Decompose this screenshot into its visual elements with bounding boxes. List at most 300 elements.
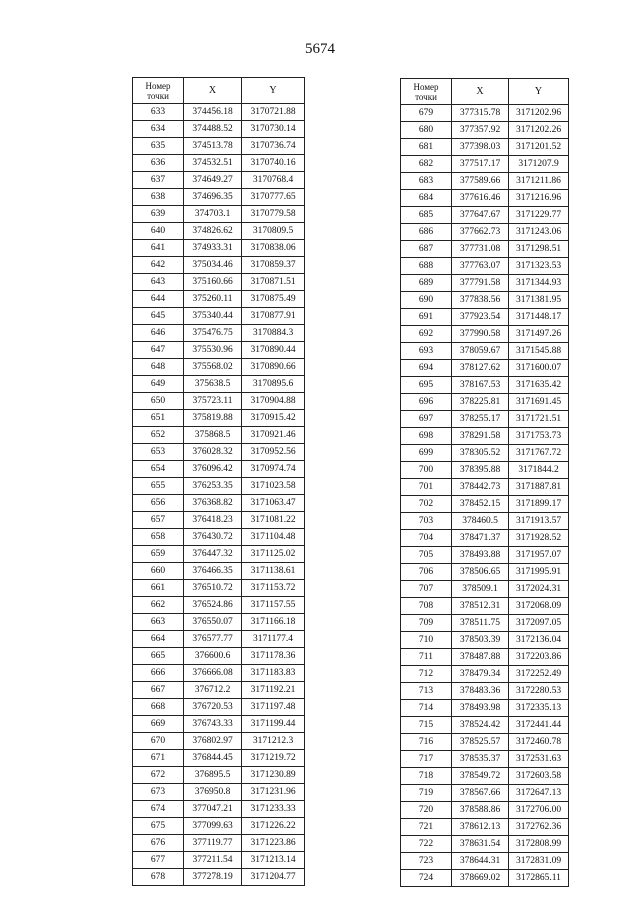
cell-point-number: 708 (401, 598, 452, 615)
cell-point-number: 649 (133, 376, 184, 393)
cell-point-number: 636 (133, 155, 184, 172)
cell-point-number: 696 (401, 394, 452, 411)
table-row (401, 836, 569, 853)
cell-y: 3171192.21 (242, 682, 305, 699)
cell-x: 378493.88 (452, 547, 509, 564)
table-row (401, 751, 569, 768)
cell-point-number: 672 (133, 767, 184, 784)
cell-x: 374532.51 (184, 155, 242, 172)
cell-x: 376430.72 (184, 529, 242, 546)
table-row (133, 223, 305, 240)
cell-point-number: 691 (401, 309, 452, 326)
cell-point-number: 690 (401, 292, 452, 309)
cell-point-number: 694 (401, 360, 452, 377)
cell-point-number: 645 (133, 308, 184, 325)
cell-y: 3172460.78 (509, 734, 569, 751)
cell-point-number: 685 (401, 207, 452, 224)
table-row (401, 564, 569, 581)
cell-x: 377589.66 (452, 173, 509, 190)
cell-y: 3170859.37 (242, 257, 305, 274)
table-row (133, 733, 305, 750)
cell-point-number: 688 (401, 258, 452, 275)
table-row (133, 580, 305, 597)
cell-x: 378452.15 (452, 496, 509, 513)
cell-x: 376447.32 (184, 546, 242, 563)
table-row (401, 394, 569, 411)
cell-x: 378059.67 (452, 343, 509, 360)
cell-point-number: 715 (401, 717, 452, 734)
cell-y: 3171201.52 (509, 139, 569, 156)
cell-point-number: 714 (401, 700, 452, 717)
cell-y: 3171344.93 (509, 275, 569, 292)
cell-x: 378549.72 (452, 768, 509, 785)
cell-y: 3170915.42 (242, 410, 305, 427)
header-x: X (452, 79, 509, 105)
cell-point-number: 687 (401, 241, 452, 258)
table-row (133, 121, 305, 138)
cell-point-number: 656 (133, 495, 184, 512)
cell-point-number: 670 (133, 733, 184, 750)
cell-y: 3172706.00 (509, 802, 569, 819)
cell-x: 378225.81 (452, 394, 509, 411)
page-number: 5674 (305, 41, 335, 57)
table-row (133, 784, 305, 801)
cell-y: 3171298.51 (509, 241, 569, 258)
cell-x: 375868.5 (184, 427, 242, 444)
cell-y: 3171497.26 (509, 326, 569, 343)
cell-x: 377731.08 (452, 241, 509, 258)
cell-y: 3172603.58 (509, 768, 569, 785)
cell-y: 3171899.17 (509, 496, 569, 513)
table-row (133, 257, 305, 274)
cell-point-number: 683 (401, 173, 452, 190)
cell-point-number: 653 (133, 444, 184, 461)
table-row (133, 206, 305, 223)
table-row (133, 274, 305, 291)
table-row (133, 155, 305, 172)
cell-y: 3172203.86 (509, 649, 569, 666)
cell-y: 3171600.07 (509, 360, 569, 377)
table-row (401, 360, 569, 377)
cell-x: 377662.73 (452, 224, 509, 241)
cell-y: 3171207.9 (509, 156, 569, 173)
cell-y: 3171063.47 (242, 495, 305, 512)
cell-x: 376418.23 (184, 512, 242, 529)
table-row (401, 122, 569, 139)
table-row (401, 785, 569, 802)
cell-point-number: 707 (401, 581, 452, 598)
cell-y: 3171887.81 (509, 479, 569, 496)
table-row (401, 479, 569, 496)
cell-point-number: 724 (401, 870, 452, 887)
cell-y: 3170890.44 (242, 342, 305, 359)
cell-x: 376550.07 (184, 614, 242, 631)
cell-point-number: 659 (133, 546, 184, 563)
cell-point-number: 661 (133, 580, 184, 597)
table-row (133, 189, 305, 206)
table-row (401, 496, 569, 513)
cell-point-number: 716 (401, 734, 452, 751)
cell-point-number: 676 (133, 835, 184, 852)
cell-x: 376510.72 (184, 580, 242, 597)
cell-y: 3170871.51 (242, 274, 305, 291)
table-row (133, 665, 305, 682)
cell-x: 378567.66 (452, 785, 509, 802)
cell-x: 378644.31 (452, 853, 509, 870)
table-row (133, 342, 305, 359)
cell-point-number: 692 (401, 326, 452, 343)
cell-y: 3172335.13 (509, 700, 569, 717)
cell-y: 3171197.48 (242, 699, 305, 716)
cell-x: 377616.46 (452, 190, 509, 207)
table-row (133, 461, 305, 478)
cell-x: 375160.66 (184, 274, 242, 291)
header-point-number: Номер точки (133, 78, 184, 104)
cell-y: 3171230.89 (242, 767, 305, 784)
cell-x: 378395.88 (452, 462, 509, 479)
cell-x: 378524.42 (452, 717, 509, 734)
cell-y: 3170721.88 (242, 104, 305, 121)
table-row (401, 513, 569, 530)
cell-x: 377119.77 (184, 835, 242, 852)
cell-y: 3170921.46 (242, 427, 305, 444)
table-row (401, 190, 569, 207)
table-row (133, 104, 305, 121)
cell-x: 378525.57 (452, 734, 509, 751)
cell-x: 374513.78 (184, 138, 242, 155)
cell-x: 378493.98 (452, 700, 509, 717)
table-row (401, 462, 569, 479)
table-row (401, 666, 569, 683)
cell-point-number: 639 (133, 206, 184, 223)
cell-x: 377398.03 (452, 139, 509, 156)
table-row (133, 325, 305, 342)
table-body-right (401, 105, 569, 887)
table-header-row (133, 78, 305, 104)
cell-point-number: 657 (133, 512, 184, 529)
cell-y: 3171323.53 (509, 258, 569, 275)
cell-y: 3170768.4 (242, 172, 305, 189)
table-row (401, 156, 569, 173)
cell-point-number: 710 (401, 632, 452, 649)
cell-point-number: 681 (401, 139, 452, 156)
cell-x: 378127.62 (452, 360, 509, 377)
table-row (401, 734, 569, 751)
cell-x: 376712.2 (184, 682, 242, 699)
cell-y: 3171166.18 (242, 614, 305, 631)
cell-point-number: 644 (133, 291, 184, 308)
cell-x: 376096.42 (184, 461, 242, 478)
table-row (133, 410, 305, 427)
cell-point-number: 643 (133, 274, 184, 291)
cell-x: 376600.6 (184, 648, 242, 665)
table-row (133, 767, 305, 784)
cell-x: 378588.86 (452, 802, 509, 819)
table-row (133, 631, 305, 648)
cell-point-number: 702 (401, 496, 452, 513)
cell-y: 3171213.14 (242, 852, 305, 869)
cell-point-number: 717 (401, 751, 452, 768)
cell-x: 376368.82 (184, 495, 242, 512)
cell-x: 374826.62 (184, 223, 242, 240)
cell-point-number: 701 (401, 479, 452, 496)
cell-point-number: 704 (401, 530, 452, 547)
table-row (401, 870, 569, 887)
cell-y: 3172097.05 (509, 615, 569, 632)
cell-y: 3171125.02 (242, 546, 305, 563)
cell-x: 378535.37 (452, 751, 509, 768)
cell-point-number: 640 (133, 223, 184, 240)
cell-y: 3171226.22 (242, 818, 305, 835)
cell-x: 375340.44 (184, 308, 242, 325)
cell-x: 376743.33 (184, 716, 242, 733)
table-row (133, 835, 305, 852)
cell-point-number: 637 (133, 172, 184, 189)
cell-x: 376844.45 (184, 750, 242, 767)
table-row (401, 700, 569, 717)
table-row (401, 292, 569, 309)
cell-y: 3171844.2 (509, 462, 569, 479)
table-row (133, 563, 305, 580)
table-row (401, 343, 569, 360)
cell-y: 3170875.49 (242, 291, 305, 308)
cell-y: 3171211.86 (509, 173, 569, 190)
cell-y: 3171448.17 (509, 309, 569, 326)
cell-point-number: 700 (401, 462, 452, 479)
cell-y: 3170779.58 (242, 206, 305, 223)
cell-point-number: 689 (401, 275, 452, 292)
cell-point-number: 677 (133, 852, 184, 869)
cell-y: 3170890.66 (242, 359, 305, 376)
cell-x: 377099.63 (184, 818, 242, 835)
cell-point-number: 679 (401, 105, 452, 122)
cell-x: 377517.17 (452, 156, 509, 173)
cell-y: 3171233.33 (242, 801, 305, 818)
table-row (133, 427, 305, 444)
cell-x: 377047.21 (184, 801, 242, 818)
header-x: X (184, 78, 242, 104)
cell-y: 3171081.22 (242, 512, 305, 529)
cell-y: 3170904.88 (242, 393, 305, 410)
cell-point-number: 660 (133, 563, 184, 580)
cell-point-number: 668 (133, 699, 184, 716)
cell-y: 3171183.83 (242, 665, 305, 682)
cell-x: 377647.67 (452, 207, 509, 224)
table-row (133, 682, 305, 699)
cell-x: 374456.18 (184, 104, 242, 121)
cell-point-number: 678 (133, 869, 184, 886)
cell-y: 3170730.14 (242, 121, 305, 138)
table-row (133, 852, 305, 869)
cell-y: 3171913.57 (509, 513, 569, 530)
cell-x: 378442.73 (452, 479, 509, 496)
coordinates-table-left (132, 77, 305, 886)
cell-x: 378503.39 (452, 632, 509, 649)
table-row (401, 326, 569, 343)
cell-y: 3172441.44 (509, 717, 569, 734)
cell-y: 3170884.3 (242, 325, 305, 342)
cell-x: 376577.77 (184, 631, 242, 648)
cell-y: 3171202.96 (509, 105, 569, 122)
cell-x: 374703.1 (184, 206, 242, 223)
cell-x: 377763.07 (452, 258, 509, 275)
table-row (401, 632, 569, 649)
cell-y: 3172024.31 (509, 581, 569, 598)
cell-x: 378305.52 (452, 445, 509, 462)
cell-x: 377357.92 (452, 122, 509, 139)
table-row (133, 376, 305, 393)
cell-x: 375723.11 (184, 393, 242, 410)
cell-y: 3172865.11 (509, 870, 569, 887)
table-row (401, 598, 569, 615)
cell-point-number: 667 (133, 682, 184, 699)
cell-y: 3170809.5 (242, 223, 305, 240)
cell-y: 3172831.09 (509, 853, 569, 870)
cell-x: 378471.37 (452, 530, 509, 547)
cell-point-number: 651 (133, 410, 184, 427)
table-row (401, 445, 569, 462)
cell-x: 377990.58 (452, 326, 509, 343)
cell-y: 3172762.36 (509, 819, 569, 836)
table-row (401, 683, 569, 700)
cell-x: 377838.56 (452, 292, 509, 309)
cell-y: 3171202.26 (509, 122, 569, 139)
cell-x: 378291.58 (452, 428, 509, 445)
cell-y: 3172531.63 (509, 751, 569, 768)
cell-point-number: 699 (401, 445, 452, 462)
cell-point-number: 665 (133, 648, 184, 665)
cell-point-number: 720 (401, 802, 452, 819)
cell-x: 375568.02 (184, 359, 242, 376)
cell-x: 376950.8 (184, 784, 242, 801)
cell-point-number: 697 (401, 411, 452, 428)
cell-point-number: 673 (133, 784, 184, 801)
cell-point-number: 695 (401, 377, 452, 394)
table-row (401, 258, 569, 275)
cell-x: 378612.13 (452, 819, 509, 836)
table-row (133, 172, 305, 189)
cell-y: 3171216.96 (509, 190, 569, 207)
table-row (401, 275, 569, 292)
cell-x: 376666.08 (184, 665, 242, 682)
table-row (133, 359, 305, 376)
cell-point-number: 680 (401, 122, 452, 139)
cell-x: 376253.35 (184, 478, 242, 495)
cell-point-number: 674 (133, 801, 184, 818)
cell-x: 378512.31 (452, 598, 509, 615)
cell-point-number: 641 (133, 240, 184, 257)
cell-y: 3171721.51 (509, 411, 569, 428)
cell-x: 378511.75 (452, 615, 509, 632)
cell-y: 3170877.91 (242, 308, 305, 325)
cell-y: 3171545.88 (509, 343, 569, 360)
table-row (133, 597, 305, 614)
cell-x: 374933.31 (184, 240, 242, 257)
cell-x: 375476.75 (184, 325, 242, 342)
table-row (133, 291, 305, 308)
cell-y: 3171212.3 (242, 733, 305, 750)
cell-point-number: 664 (133, 631, 184, 648)
cell-y: 3170777.65 (242, 189, 305, 206)
table-row (401, 139, 569, 156)
cell-x: 376802.97 (184, 733, 242, 750)
table-row (133, 478, 305, 495)
table-row (401, 547, 569, 564)
cell-y: 3171177.4 (242, 631, 305, 648)
cell-x: 377923.54 (452, 309, 509, 326)
cell-y: 3172068.09 (509, 598, 569, 615)
cell-point-number: 705 (401, 547, 452, 564)
table-row (133, 529, 305, 546)
cell-y: 3170838.06 (242, 240, 305, 257)
cell-x: 375638.5 (184, 376, 242, 393)
cell-point-number: 723 (401, 853, 452, 870)
table-row (401, 173, 569, 190)
cell-x: 377315.78 (452, 105, 509, 122)
cell-y: 3171223.86 (242, 835, 305, 852)
cell-x: 378167.53 (452, 377, 509, 394)
cell-x: 376720.53 (184, 699, 242, 716)
table-row (401, 819, 569, 836)
cell-y: 3172808.99 (509, 836, 569, 853)
cell-x: 374488.52 (184, 121, 242, 138)
table-row (133, 801, 305, 818)
cell-x: 378483.36 (452, 683, 509, 700)
table-row (401, 224, 569, 241)
cell-x: 377791.58 (452, 275, 509, 292)
table-row (401, 309, 569, 326)
cell-y: 3172252.49 (509, 666, 569, 683)
cell-y: 3171231.96 (242, 784, 305, 801)
cell-point-number: 658 (133, 529, 184, 546)
cell-point-number: 706 (401, 564, 452, 581)
table-row (401, 768, 569, 785)
cell-y: 3171138.61 (242, 563, 305, 580)
table-row (401, 428, 569, 445)
cell-y: 3171023.58 (242, 478, 305, 495)
cell-y: 3171157.55 (242, 597, 305, 614)
cell-point-number: 633 (133, 104, 184, 121)
cell-y: 3171178.36 (242, 648, 305, 665)
cell-point-number: 722 (401, 836, 452, 853)
cell-y: 3171635.42 (509, 377, 569, 394)
cell-point-number: 655 (133, 478, 184, 495)
coordinates-table-right (400, 78, 569, 887)
cell-x: 377278.19 (184, 869, 242, 886)
table-row (133, 648, 305, 665)
table-row (133, 240, 305, 257)
cell-y: 3172647.13 (509, 785, 569, 802)
cell-point-number: 711 (401, 649, 452, 666)
cell-x: 378509.1 (452, 581, 509, 598)
cell-y: 3171153.72 (242, 580, 305, 597)
cell-y: 3171199.44 (242, 716, 305, 733)
table-row (133, 546, 305, 563)
header-y: Y (509, 79, 569, 105)
cell-x: 376524.86 (184, 597, 242, 614)
cell-point-number: 719 (401, 785, 452, 802)
cell-y: 3170740.16 (242, 155, 305, 172)
cell-x: 376028.32 (184, 444, 242, 461)
cell-point-number: 652 (133, 427, 184, 444)
cell-x: 375819.88 (184, 410, 242, 427)
cell-point-number: 646 (133, 325, 184, 342)
cell-x: 378669.02 (452, 870, 509, 887)
table-body-left (133, 104, 305, 886)
table-row (133, 495, 305, 512)
cell-x: 375260.11 (184, 291, 242, 308)
table-row (133, 308, 305, 325)
